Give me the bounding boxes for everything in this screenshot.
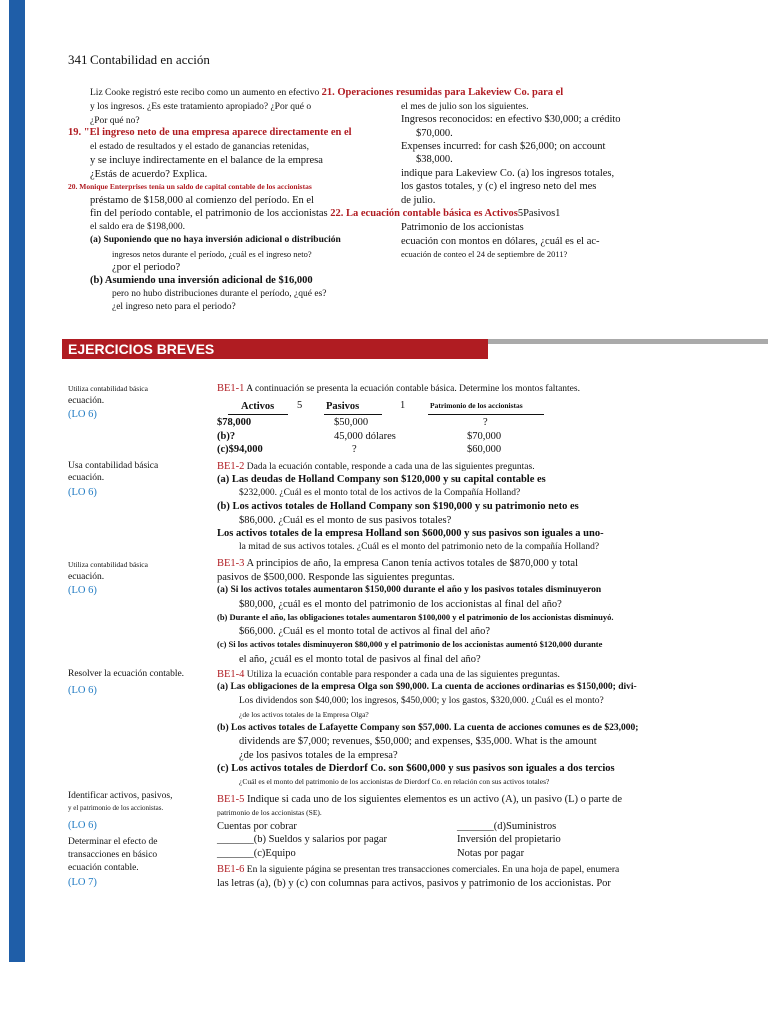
top-line-16: pero no hubo distribuciones durante el período, ¿qué es? (112, 289, 327, 299)
top-line-7-right: indique para Lakeview Co. (a) los ingresos totales, (401, 168, 615, 179)
be1-1-row2-activos: (b)? (217, 431, 236, 442)
page-title: Contabilidad en acción (90, 52, 210, 67)
top-line-2: y los ingresos. ¿Es este tratamiento apropiado? ¿Por qué o (90, 102, 312, 112)
be1-1-row3-activos: (c)$94,000 (217, 444, 263, 455)
be1-2-prompt: BE1-2 Dada la ecuación contable, responde a cada una de las siguientes preguntas. (217, 461, 535, 472)
top-line-7: ¿Estás de acuerdo? Explica. (90, 169, 208, 180)
be1-1-row3-pasivos: ? (352, 444, 357, 455)
be1-3-b2: $66,000. ¿Cuál es el monto total de activos al final del año? (239, 626, 491, 637)
be1-1-row2-pasivos: 45,000 dólares (334, 431, 396, 442)
be1-5-prompt-2: patrimonio de los accionistas (SE). (217, 808, 322, 817)
side-note-2b: ecuación. (68, 473, 105, 483)
be1-1-row1-activos: $78,000 (217, 417, 252, 428)
be1-4-b1: (b) Los activos totales de Lafayette Company son $57,000. La cuenta de acciones comunes es de $23,000; (217, 723, 639, 733)
be1-3-c1: (c) Si los activos totales disminuyeron $80,000 y el patrimonio de los accionistas aumentó $120,000 durante (217, 639, 603, 649)
side-note-5a: Identificar activos, pasivos, (68, 791, 173, 801)
side-note-6c: ecuación contable. (68, 863, 139, 873)
question-20: 20. Monique Enterprises tenía un saldo de capital contable de los accionistas (68, 182, 312, 191)
be1-1-row2-patrimonio: $70,000 (467, 431, 502, 442)
be1-2-a1: (a) Las deudas de Holland Company son $120,000 y su capital contable es (217, 474, 546, 485)
top-line-3: ¿Por qué no? (90, 116, 140, 126)
question-19: 19. "El ingreso neto de una empresa aparece directamente en el (68, 127, 352, 138)
top-line-14: ¿por el periodo? (112, 262, 181, 273)
be1-1-header-plus: 1 (400, 400, 406, 411)
section-header-title: EJERCICIOS BREVES (68, 341, 215, 357)
be1-2-b1: (b) Los activos totales de Holland Company son $190,000 y su patrimonio neto es (217, 501, 579, 512)
top-line-11-right: Patrimonio de los accionistas (401, 222, 524, 233)
side-note-5b: y el patrimonio de los accionistas. (68, 804, 164, 812)
top-line-11: el saldo era de $198,000. (90, 222, 185, 232)
be1-1-row1-patrimonio: ? (483, 417, 488, 428)
side-note-1a: Utiliza contabilidad básica (68, 384, 148, 393)
side-note-1b: ecuación. (68, 396, 105, 406)
be1-1-patrimonio-rule (428, 414, 544, 415)
be1-1-activos-rule (228, 414, 288, 415)
top-line-4-right: $70,000. (416, 128, 453, 139)
be1-1-prompt: BE1-1 A continuación se presenta la ecuación contable básica. Determine los montos faltantes. (217, 383, 580, 394)
be1-4-prompt: BE1-4 Utiliza la ecuación contable para responder a cada una de las siguientes preguntas. (217, 669, 560, 680)
top-line-5-right: Expenses incurred: for cash $26,000; on account (401, 141, 606, 152)
be1-5-prompt: BE1-5 Indique si cada uno de los siguientes elementos es un activo (A), un pasivo (L) o parte de (217, 794, 623, 805)
be1-3-c2: el año, ¿cuál es el monto total de pasivos al final del año? (239, 654, 481, 665)
be1-5-item-c: _______(c)Equipo (217, 848, 296, 859)
top-line-13-right: ecuación de conteo el 24 de septiembre de 2011? (401, 249, 568, 259)
side-note-1-lo: (LO 6) (68, 409, 97, 420)
be1-1-header-activos: Activos (241, 401, 275, 412)
side-note-3a: Utiliza contabilidad básica (68, 560, 148, 569)
left-margin-bar (9, 0, 25, 962)
section-header-rule (488, 339, 768, 344)
be1-4-b3: ¿de los pasivos totales de la empresa? (239, 750, 398, 761)
be1-3-b1: (b) Durante el año, las obligaciones totales aumentaron $100,000 y el patrimonio de los accionistas disminuyó. (217, 612, 614, 622)
be1-4-a2: Los dividendos son $40,000; los ingresos, $450,000; y los gastos, $320,000. ¿Cuál es el monto? (239, 696, 604, 706)
be1-2-a2: $232,000. ¿Cuál es el monto total de los activos de la Compañía Holland? (239, 488, 521, 498)
be1-5-item-b: _______(b) Sueldos y salarios por pagar (217, 834, 388, 845)
side-note-4-lo: (LO 6) (68, 685, 97, 696)
be1-3-a2: $80,000, ¿cuál es el monto del patrimonio de los accionistas al final del año? (239, 599, 562, 610)
be1-5-item-a: Cuentas por cobrar (217, 821, 297, 832)
be1-1-header-patrimonio: Patrimonio de los accionistas (430, 401, 523, 410)
side-note-2a: Usa contabilidad básica (68, 461, 159, 471)
page-number: 341 (68, 52, 88, 67)
be1-5-item-d: _______(d)Suministros (457, 821, 557, 832)
top-line-13: ingresos netos durante el período, ¿cuál es el ingreso neto? (112, 249, 312, 259)
be1-1-header-pasivos: Pasivos (326, 401, 360, 412)
be1-3-a1: (a) Si los activos totales aumentaron $150,000 durante el año y los pasivos totales disminuyeron (217, 585, 602, 595)
be1-3-prompt: BE1-3 A principios de año, la empresa Canon tenía activos totales de $870,000 y total (217, 558, 579, 569)
side-note-2-lo: (LO 6) (68, 487, 97, 498)
be1-1-row1-pasivos: $50,000 (334, 417, 369, 428)
top-line-15: (b) Asumiendo una inversión adicional de $16,000 (90, 275, 313, 286)
be1-2-c2: la mitad de sus activos totales. ¿Cuál es el monto del patrimonio neto de la compañía Holland? (239, 542, 600, 552)
side-note-3-lo: (LO 6) (68, 585, 97, 596)
be1-1-pasivos-rule (324, 414, 382, 415)
top-line-12-right: ecuación con montos en dólares, ¿cuál es el ac- (401, 236, 600, 247)
top-line-8-right: los gastos totales, y (c) el ingreso neto del mes (401, 181, 597, 192)
be1-5-item-e: Inversión del propietario (457, 834, 561, 845)
top-line-9: préstamo de $158,000 al comienzo del período. En el (90, 195, 314, 206)
be1-4-c1: (c) Los activos totales de Dierdorf Co. son $600,000 y sus pasivos son iguales a dos tercios (217, 763, 615, 774)
be1-3-prompt-2: pasivos de $500,000. Responde las siguientes preguntas. (217, 572, 455, 583)
be1-4-c2: ¿Cuál es el monto del patrimonio de los accionistas de Dierdorf Co. en relación con sus activos totales? (239, 777, 550, 786)
side-note-3b: ecuación. (68, 572, 105, 582)
be1-2-b2: $86,000. ¿Cuál es el monto de sus pasivos totales? (239, 515, 452, 526)
side-note-6a: Determinar el efecto de (68, 837, 158, 847)
be1-1-header-equals: 5 (297, 400, 303, 411)
top-line-2-right: el mes de julio son los siguientes. (401, 102, 529, 112)
top-line-5: el estado de resultados y el estado de ganancias retenidas, (90, 142, 309, 152)
top-line-12: (a) Suponiendo que no haya inversión adicional o distribución (90, 235, 341, 245)
be1-4-a1: (a) Las obligaciones de la empresa Olga son $90,000. La cuenta de acciones ordinarias es $150,000; divi- (217, 682, 637, 692)
side-note-6-lo: (LO 7) (68, 877, 97, 888)
be1-2-c1: Los activos totales de la empresa Holland son $600,000 y sus pasivos son iguales a uno- (217, 528, 604, 539)
top-line-6: y se incluye indirectamente en el balance de la empresa (90, 155, 323, 166)
top-line-9-right: de julio. (401, 195, 436, 206)
side-note-6b: transacciones en básico (68, 850, 158, 860)
top-line-6-right: $38,000. (416, 154, 453, 165)
be1-1-row3-patrimonio: $60,000 (467, 444, 502, 455)
side-note-5-lo: (LO 6) (68, 820, 97, 831)
top-line-1: Liz Cooke registró este recibo como un aumento en efectivo 21. Operaciones resumidas para Lakeview Co. para el (90, 87, 564, 98)
top-line-17: ¿el ingreso neto para el periodo? (112, 302, 236, 312)
top-line-10: fin del período contable, el patrimonio de los accionistas 22. La ecuación contable básica es Activos5Pasivos1 (90, 208, 561, 219)
be1-6-prompt-2: las letras (a), (b) y (c) con columnas para activos, pasivos y patrimonio de los accionistas. Por (217, 878, 611, 889)
be1-4-a3: ¿de los activos totales de la Empresa Olga? (239, 710, 369, 719)
top-line-3-right: Ingresos reconocidos: en efectivo $30,000; a crédito (401, 114, 621, 125)
be1-4-b2: dividends are $7,000; revenues, $50,000; and expenses, $35,000. What is the amount (239, 736, 597, 747)
side-note-4a: Resolver la ecuación contable. (68, 669, 185, 679)
be1-5-item-f: Notas por pagar (457, 848, 525, 859)
be1-6-prompt: BE1-6 En la siguiente página se presentan tres transacciones comerciales. En una hoja de papel, enumera (217, 864, 620, 875)
